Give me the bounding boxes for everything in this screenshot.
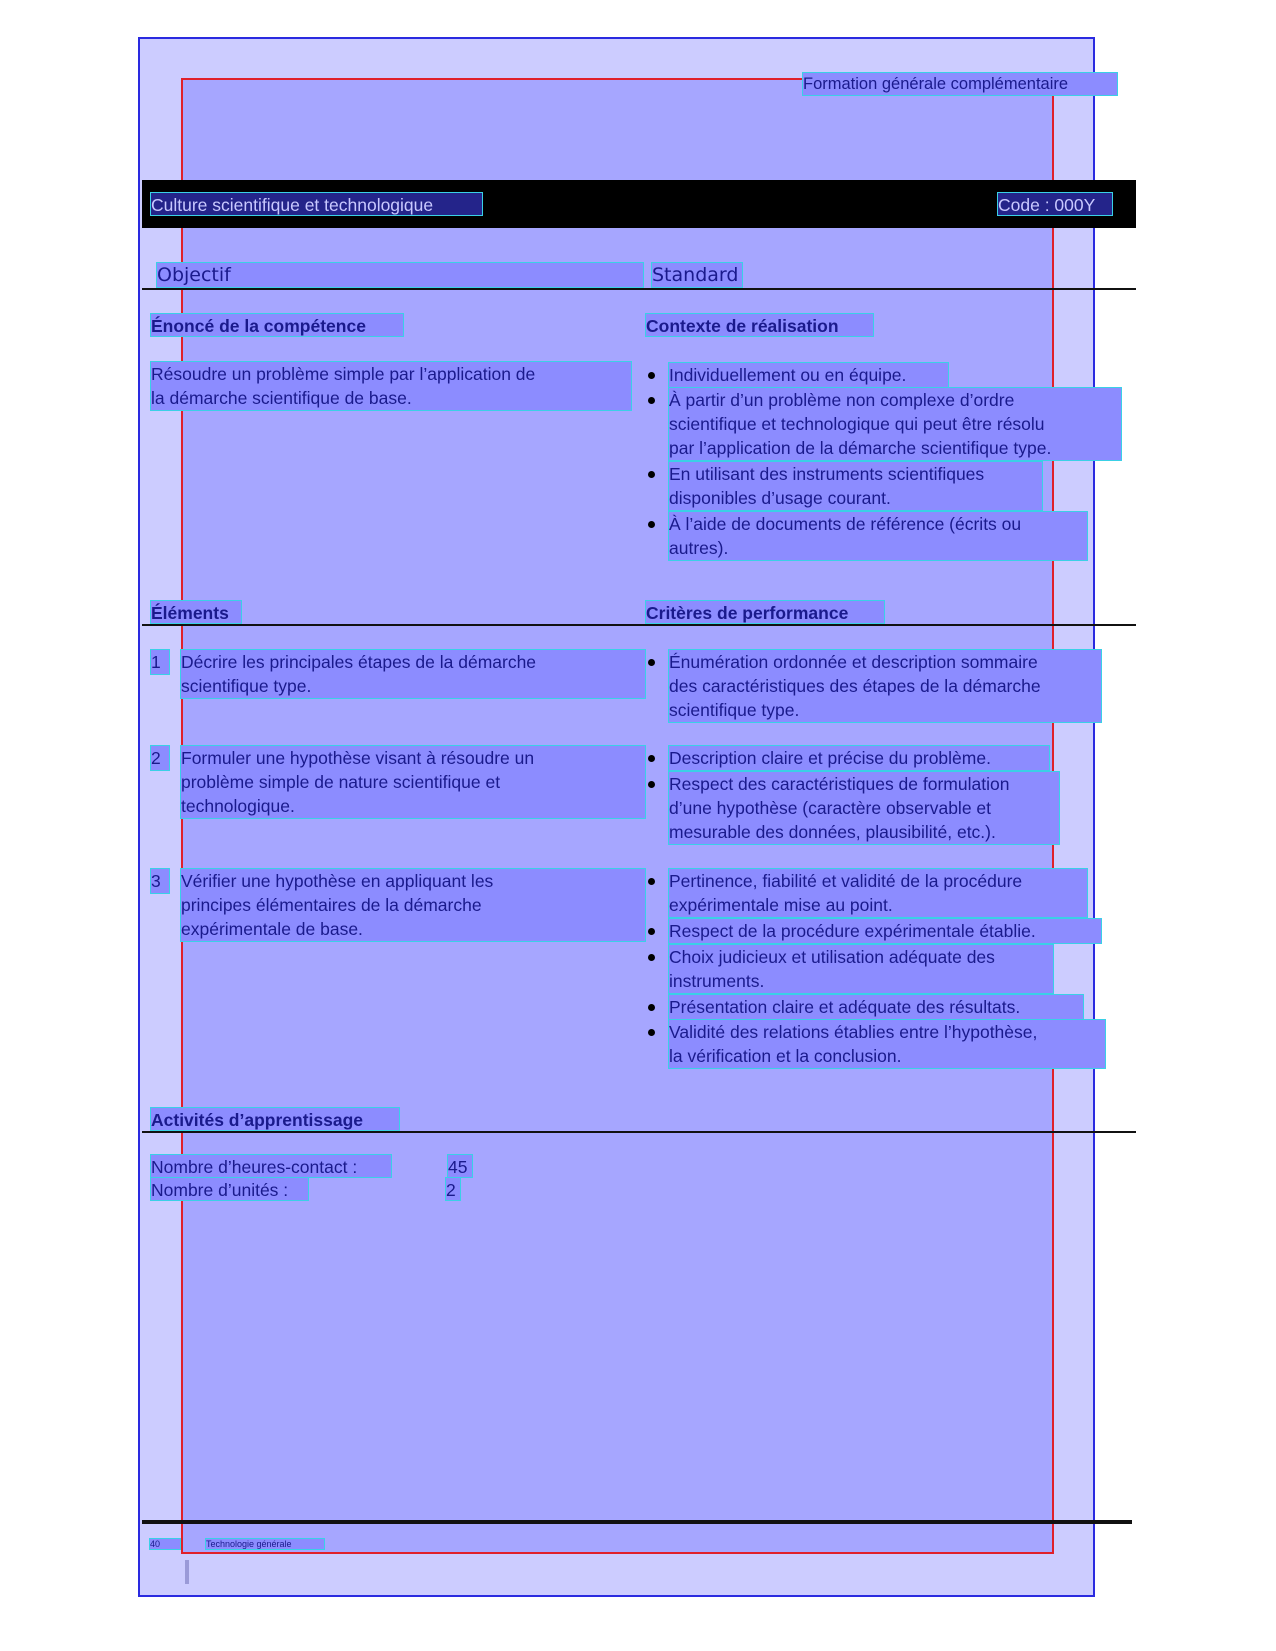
bullet (648, 954, 655, 961)
column-objectif: Objectif (157, 263, 643, 287)
bullet (648, 521, 655, 528)
competence-statement (151, 362, 631, 410)
criterion (669, 1020, 1105, 1068)
bullet (648, 372, 655, 379)
element-number: 2 (151, 746, 169, 770)
context-heading: Contexte de réalisation (646, 314, 873, 336)
bullet (648, 397, 655, 404)
divider-elements (142, 624, 1136, 626)
bullet (648, 755, 655, 762)
divider-objectif (142, 288, 1136, 290)
footer-page-number: 40 (150, 1539, 180, 1549)
divider-activities (142, 1131, 1136, 1133)
criterion-line: Présentation claire et adéquate des résultats. (669, 997, 1021, 1017)
element-number: 1 (151, 650, 169, 674)
criterion-line: scientifique type. (669, 700, 800, 720)
criterion (669, 650, 1101, 722)
element-line: expérimentale de base. (181, 919, 363, 939)
bullet (648, 471, 655, 478)
footer-rule (142, 1520, 1132, 1524)
bullet (648, 878, 655, 885)
context-line: autres). (669, 538, 729, 558)
bullet (648, 1004, 655, 1011)
column-standard: Standard (652, 263, 742, 287)
elements-heading: Éléments (151, 601, 241, 623)
context-line: disponibles d’usage courant. (669, 488, 891, 508)
criterion-line: instruments. (669, 971, 765, 991)
header-title: Culture scientifique et technologique (151, 193, 482, 215)
element-line: scientifique type. (181, 676, 312, 696)
criterion-line: Pertinence, fiabilité et validité de la procédure (669, 871, 1023, 891)
text-cursor (185, 1560, 189, 1584)
bullet (648, 781, 655, 788)
context-item (669, 363, 948, 387)
footer-label: Technologie générale (206, 1539, 324, 1549)
element-line: Formuler une hypothèse visant à résoudre un (181, 748, 535, 768)
context-line: À l’aide de documents de référence (écrits ou (669, 514, 1022, 534)
criterion-line: des caractéristiques des étapes de la démarche (669, 676, 1041, 696)
criterion (669, 945, 1053, 993)
bullet (648, 659, 655, 666)
criterion-line: Respect des caractéristiques de formulation (669, 774, 1010, 794)
element-line: Vérifier une hypothèse en appliquant les (181, 871, 494, 891)
competence-heading: Énoncé de la compétence (151, 314, 403, 336)
criterion-line: mesurable des données, plausibilité, etc.). (669, 822, 996, 842)
bullet (648, 1029, 655, 1036)
element-line: problème simple de nature scientifique et (181, 772, 501, 792)
criterion-line: Validité des relations établies entre l’hypothèse, (669, 1022, 1038, 1042)
activities-heading: Activités d’apprentissage (151, 1108, 399, 1130)
context-line: par l’application de la démarche scientifique type. (669, 438, 1052, 458)
units-label: Nombre d’unités : (151, 1178, 308, 1200)
header-code: Code : 000Y (998, 193, 1112, 215)
criterion (669, 746, 1049, 770)
element-line: principes élémentaires de la démarche (181, 895, 482, 915)
criterion-line: Énumération ordonnée et description sommaire (669, 652, 1038, 672)
element-text (181, 746, 645, 818)
element-number: 3 (151, 869, 169, 893)
context-item (669, 388, 1121, 460)
context-line: À partir d’un problème non complexe d’ordre (669, 390, 1015, 410)
units-value: 2 (446, 1178, 460, 1200)
context-line: Individuellement ou en équipe. (669, 365, 907, 385)
criterion (669, 869, 1087, 917)
criterion-line: Choix judicieux et utilisation adéquate des (669, 947, 995, 967)
element-line: technologique. (181, 796, 295, 816)
bullet (648, 928, 655, 935)
hours-label: Nombre d’heures-contact : (151, 1155, 391, 1177)
criterion-line: la vérification et la conclusion. (669, 1046, 902, 1066)
hours-value: 45 (448, 1155, 472, 1177)
top-right-label: Formation générale complémentaire (803, 73, 1117, 95)
competence-line: la démarche scientifique de base. (151, 388, 412, 408)
criterion-line: expérimentale mise au point. (669, 895, 893, 915)
criterion (669, 919, 1101, 943)
context-line: scientifique et technologique qui peut être résolu (669, 414, 1045, 434)
competence-line: Résoudre un problème simple par l’application de (151, 364, 536, 384)
context-line: En utilisant des instruments scientifiques (669, 464, 985, 484)
criterion (669, 995, 1083, 1019)
criterion-line: Description claire et précise du problème. (669, 748, 991, 768)
element-line: Décrire les principales étapes de la démarche (181, 652, 537, 672)
context-item (669, 462, 1042, 510)
element-text (181, 650, 645, 698)
criterion-line: d’une hypothèse (caractère observable et (669, 798, 992, 818)
criteria-heading: Critères de performance (646, 601, 884, 623)
criterion (669, 772, 1059, 844)
context-item (669, 512, 1087, 560)
element-text (181, 869, 645, 941)
criterion-line: Respect de la procédure expérimentale établie. (669, 921, 1036, 941)
